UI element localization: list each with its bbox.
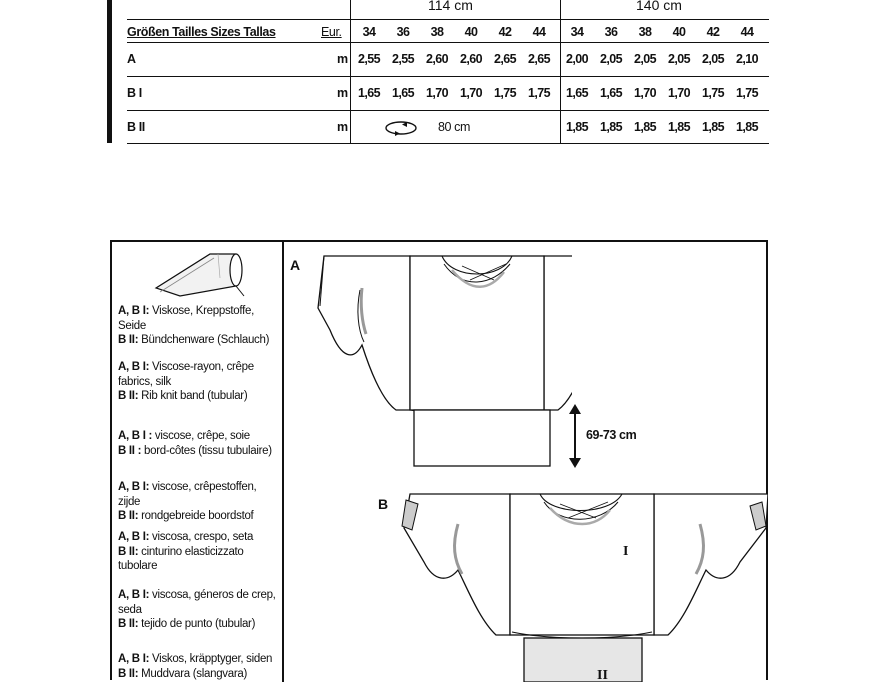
- view-b-label: B: [378, 496, 389, 512]
- table-rule: [127, 76, 769, 77]
- table-rule: [127, 110, 769, 111]
- size-cell: 36: [604, 25, 618, 39]
- rib-band-length: 80 cm: [438, 120, 471, 134]
- tubular-fabric-icon: [383, 119, 419, 137]
- row-label-a: A: [127, 52, 136, 66]
- table-col-line: [350, 0, 351, 143]
- yardage-cell: 2,60: [426, 52, 448, 66]
- yardage-cell: 1,75: [494, 86, 516, 100]
- yardage-cell: 1,85: [634, 120, 656, 134]
- yardage-cell: 1,70: [668, 86, 690, 100]
- yardage-cell: 1,85: [600, 120, 622, 134]
- yardage-cell: 1,70: [426, 86, 448, 100]
- yardage-cell: 1,75: [736, 86, 758, 100]
- width-header-114: 114 cm: [428, 0, 473, 13]
- yardage-cell: 2,65: [528, 52, 550, 66]
- table-rule: [127, 19, 769, 20]
- table-left-bar: [107, 0, 112, 143]
- table-rule: [127, 143, 769, 144]
- size-cell: 40: [464, 25, 478, 39]
- size-cell: 40: [672, 25, 686, 39]
- garment-view-a-drawing: [312, 250, 572, 470]
- row-unit: m: [337, 52, 348, 66]
- yardage-cell: 2,65: [494, 52, 516, 66]
- eur-label: Eur.: [321, 25, 342, 39]
- size-cell: 34: [362, 25, 376, 39]
- table-rule: [127, 42, 769, 43]
- row-unit: m: [337, 120, 348, 134]
- yardage-cell: 2,55: [358, 52, 380, 66]
- size-cell: 38: [430, 25, 444, 39]
- yardage-cell: 1,75: [528, 86, 550, 100]
- fabric-text-nl: A, B I: viscose, crêpestoffen, zijde B II: rondgebreide boordstof: [118, 481, 257, 522]
- row-unit: m: [337, 86, 348, 100]
- size-cell: 36: [396, 25, 410, 39]
- sizes-label: Größen Tailles Sizes Tallas: [127, 25, 276, 39]
- yardage-cell: 1,75: [702, 86, 724, 100]
- fabric-text-it: A, B I: viscosa, crespo, seta B II: cinturino elasticizzato tubolare: [118, 531, 254, 572]
- size-cell: 42: [706, 25, 720, 39]
- fabric-and-views-panel: [110, 240, 768, 683]
- size-cell: 44: [740, 25, 754, 39]
- fabric-text-en: A, B I: Viscose-rayon, crêpe fabrics, silk B II: Rib knit band (tubular): [118, 361, 254, 402]
- row-label-b1: B I: [127, 86, 142, 100]
- yardage-cell: 1,85: [668, 120, 690, 134]
- piece-label-i: I: [623, 544, 629, 559]
- yardage-cell: 2,00: [566, 52, 588, 66]
- yardage-cell: 2,05: [600, 52, 622, 66]
- size-cell: 44: [532, 25, 546, 39]
- yardage-cell: 2,55: [392, 52, 414, 66]
- yardage-table: [0, 0, 869, 145]
- yardage-cell: 1,65: [566, 86, 588, 100]
- row-label-b2: B II: [127, 120, 145, 134]
- size-cell: 42: [498, 25, 512, 39]
- yardage-cell: 2,60: [460, 52, 482, 66]
- panel-divider: [282, 242, 284, 682]
- yardage-cell: 1,65: [392, 86, 414, 100]
- width-header-140: 140 cm: [636, 0, 682, 13]
- fabric-text-de: A, B I: Viskose, Kreppstoffe, Seide B II: Bündchenware (Schlauch): [118, 305, 270, 346]
- yardage-cell: 1,70: [634, 86, 656, 100]
- size-cell: 34: [570, 25, 584, 39]
- piece-label-ii: II: [597, 668, 608, 683]
- yardage-cell: 1,70: [460, 86, 482, 100]
- length-arrow-icon: [568, 404, 582, 468]
- fabric-text-sv: A, B I: Viskos, kräpptyger, siden B II: Muddvara (slangvara): [118, 653, 273, 680]
- yardage-cell: 2,05: [634, 52, 656, 66]
- view-a-label: A: [290, 257, 301, 273]
- size-cell: 38: [638, 25, 652, 39]
- yardage-cell: 2,05: [668, 52, 690, 66]
- yardage-cell: 2,10: [736, 52, 758, 66]
- fabric-text-fr: A, B I : viscose, crêpe, soie B II : bord-côtes (tissu tubulaire): [118, 430, 272, 457]
- fabric-text-es: A, B I: viscosa, géneros de crep, seda B II: tejido de punto (tubular): [118, 589, 276, 630]
- yardage-cell: 2,05: [702, 52, 724, 66]
- yardage-cell: 1,85: [736, 120, 758, 134]
- yardage-cell: 1,65: [358, 86, 380, 100]
- yardage-cell: 1,85: [702, 120, 724, 134]
- length-label: 69-73 cm: [586, 428, 637, 442]
- yardage-cell: 1,85: [566, 120, 588, 134]
- yardage-cell: 1,65: [600, 86, 622, 100]
- fabric-roll-icon: [148, 248, 248, 300]
- garment-view-b-drawing: [400, 490, 768, 682]
